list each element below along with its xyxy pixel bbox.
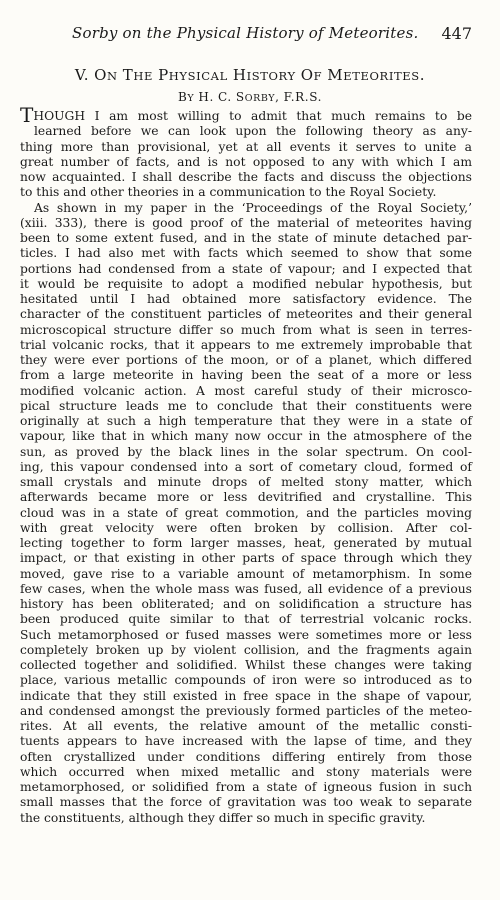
body-line-text: ticles. I had also met with facts which seemed to show that some: [20, 246, 472, 261]
body-line-text: with great velocity were often broken by collision. After col-: [20, 520, 472, 535]
body-line-text: As shown in my paper in the ‘Proceedings of the Royal Society,’: [34, 200, 472, 215]
body-line: [20, 216, 472, 231]
body-line: [20, 536, 472, 551]
body-line-text: thing more than provisional, yet at all events it serves to unite a: [20, 139, 472, 154]
body-line-text: metamorphosed, or solidified from a state of igneous fusion in such: [20, 780, 472, 794]
body-line-text: character of the constituent particles of meteorites and their general: [20, 307, 472, 322]
body-line: [20, 475, 472, 490]
body-line: [20, 582, 472, 597]
body-line-text: which occurred when mixed metallic and stony materials were: [20, 764, 472, 779]
body-line: [20, 414, 472, 429]
body-line: [20, 719, 472, 734]
body-line-text: Such metamorphosed or fused masses were sometimes more or less: [20, 627, 472, 642]
body-line-text: impact, or that existing in other parts of space through which they: [20, 551, 472, 566]
body-line: [20, 795, 472, 810]
body-line: [20, 521, 472, 536]
body-line-text: learned before we can look upon the following theory as any-: [34, 124, 472, 139]
body-line-text: been produced quite similar to that of terrestrial volcanic rocks.: [20, 612, 472, 627]
body-line: [20, 658, 472, 673]
body-line-text: indicate that they still existed in free space in the shape of vapour,: [20, 688, 472, 703]
body-line: [20, 140, 472, 155]
body-line: [20, 643, 472, 658]
body-line-text: cloud was in a state of great commotion, and the particles moving: [20, 505, 472, 520]
body-line: [20, 612, 472, 627]
body-line-text: moved, gave rise to a variable amount of metamorphism. In some: [20, 566, 472, 581]
body-line-text: collected together and solidified. Whilst these changes were taking: [20, 658, 472, 672]
body-line: [20, 490, 472, 505]
body-line-text: few cases, when the whole mass was fused, all evidence of a previous: [20, 581, 472, 596]
body-line: [20, 103, 472, 127]
body-line: [20, 262, 472, 277]
body-line-text: small masses that the force of gravitation was too weak to separate: [20, 795, 472, 810]
body-line-text: modified volcanic action. A most careful study of their microsco-: [20, 383, 472, 398]
body-line-text: sun, as proved by the black lines in the solar spectrum. On cool-: [20, 444, 472, 459]
body-line-text: the constituents, although they differ so much in specific gravity.: [20, 810, 426, 825]
body-line: [20, 124, 472, 139]
body-line-text: portions had condensed from a state of vapour; and I expected that: [20, 261, 472, 276]
body-line: [20, 201, 472, 216]
article-title: V. ON THE PHYSICAL HISTORY OF METEORITES.: [74, 66, 426, 84]
body-line: [20, 506, 472, 521]
body-line: [20, 384, 472, 399]
body-line: [20, 338, 472, 353]
body-line-text: they were ever portions of the moon, or of a planet, which differed: [20, 353, 472, 367]
body-line-text: (xiii. 333), there is good proof of the material of meteorites having: [20, 215, 472, 230]
body-line-text: to this and other theories in a communication to the Royal Society.: [20, 185, 437, 200]
body-line-text: pical structure leads me to conclude that their constituents were: [20, 398, 472, 413]
body-line: [20, 353, 472, 368]
body-line: [20, 277, 472, 292]
running-head: [72, 24, 472, 46]
body-line-text: originally at such a high temperature that they were in a state of: [20, 414, 472, 428]
body-line-text: trial volcanic rocks, that it appears to me extremely improbable that: [20, 337, 472, 352]
body-line: [20, 551, 472, 566]
body-line: [20, 429, 472, 444]
body-line-text: it would be requisite to adopt a modified nebular hypothesis, but: [20, 276, 472, 291]
body-line-text: great number of facts, and is not opposed to any with which I am: [20, 154, 472, 169]
body-line: [20, 811, 472, 826]
body-line-text: and condensed amongst the previously formed particles of the meteo-: [20, 703, 472, 718]
body-line: [20, 704, 472, 719]
body-line: [20, 231, 472, 246]
body-line: [20, 185, 472, 200]
body-line: [20, 673, 472, 688]
body-line-text: history has been obliterated; and on solidification a structure has: [20, 597, 472, 611]
body-line-text: hesitated until I had obtained more satisfactory evidence. The: [20, 292, 472, 306]
body-line: [20, 460, 472, 475]
body-line: [20, 170, 472, 185]
body-line-text: now acquainted. I shall describe the facts and discuss the objections: [20, 170, 472, 184]
body-line-text: place, various metallic compounds of iron were so introduced as to: [20, 673, 472, 688]
body-line: [20, 765, 472, 780]
body-line: [20, 155, 472, 170]
body-line: [20, 734, 472, 749]
body-line: [20, 567, 472, 582]
body-line: [20, 445, 472, 460]
body-line: [20, 323, 472, 338]
body-line-text: rites. At all events, the relative amount of the metallic consti-: [20, 719, 472, 733]
drop-cap: T: [20, 103, 34, 127]
body-line-text: often crystallized under conditions differing entirely from those: [20, 749, 472, 764]
body-line: [20, 780, 472, 795]
body-line: [20, 597, 472, 612]
body-line: [20, 307, 472, 322]
body-line: [20, 246, 472, 261]
body-line-text: ing, this vapour condensed into a sort of cometary cloud, formed of: [20, 459, 472, 474]
body-line: [20, 689, 472, 704]
body-line-text: lecting together to form larger masses, heat, generated by mutual: [20, 536, 472, 550]
body-line: [20, 750, 472, 765]
body-line-text: small crystals and minute drops of melted stony matter, which: [20, 475, 472, 489]
body-line-text: from a large meteorite in having been the seat of a more or less: [20, 368, 472, 383]
running-head-title: Sorby on the Physical History of Meteorites.: [72, 24, 419, 42]
body-line: [20, 399, 472, 414]
article-body: [20, 103, 472, 826]
body-line-text: been to some extent fused, and in the state of minute detached par-: [20, 231, 472, 245]
body-line-text: tuents appears to have increased with the lapse of time, and they: [20, 734, 472, 749]
page-number: 447: [441, 24, 472, 43]
article-byline: BY H. C. SORBY, F.R.S.: [177, 90, 323, 104]
body-line-text: microscopical structure differ so much from what is seen in terres-: [20, 322, 472, 337]
body-line: [20, 628, 472, 643]
body-line-text: vapour, like that in which many now occur in the atmosphere of the: [20, 429, 472, 444]
body-line-text: HOUGH I am most willing to admit that much remains to be: [33, 109, 472, 123]
body-line-text: afterwards became more or less devitrified and crystalline. This: [20, 490, 472, 505]
body-line: [20, 368, 472, 383]
body-line-text: completely broken up by violent collision, and the fragments again: [20, 642, 472, 657]
body-line: [20, 292, 472, 307]
